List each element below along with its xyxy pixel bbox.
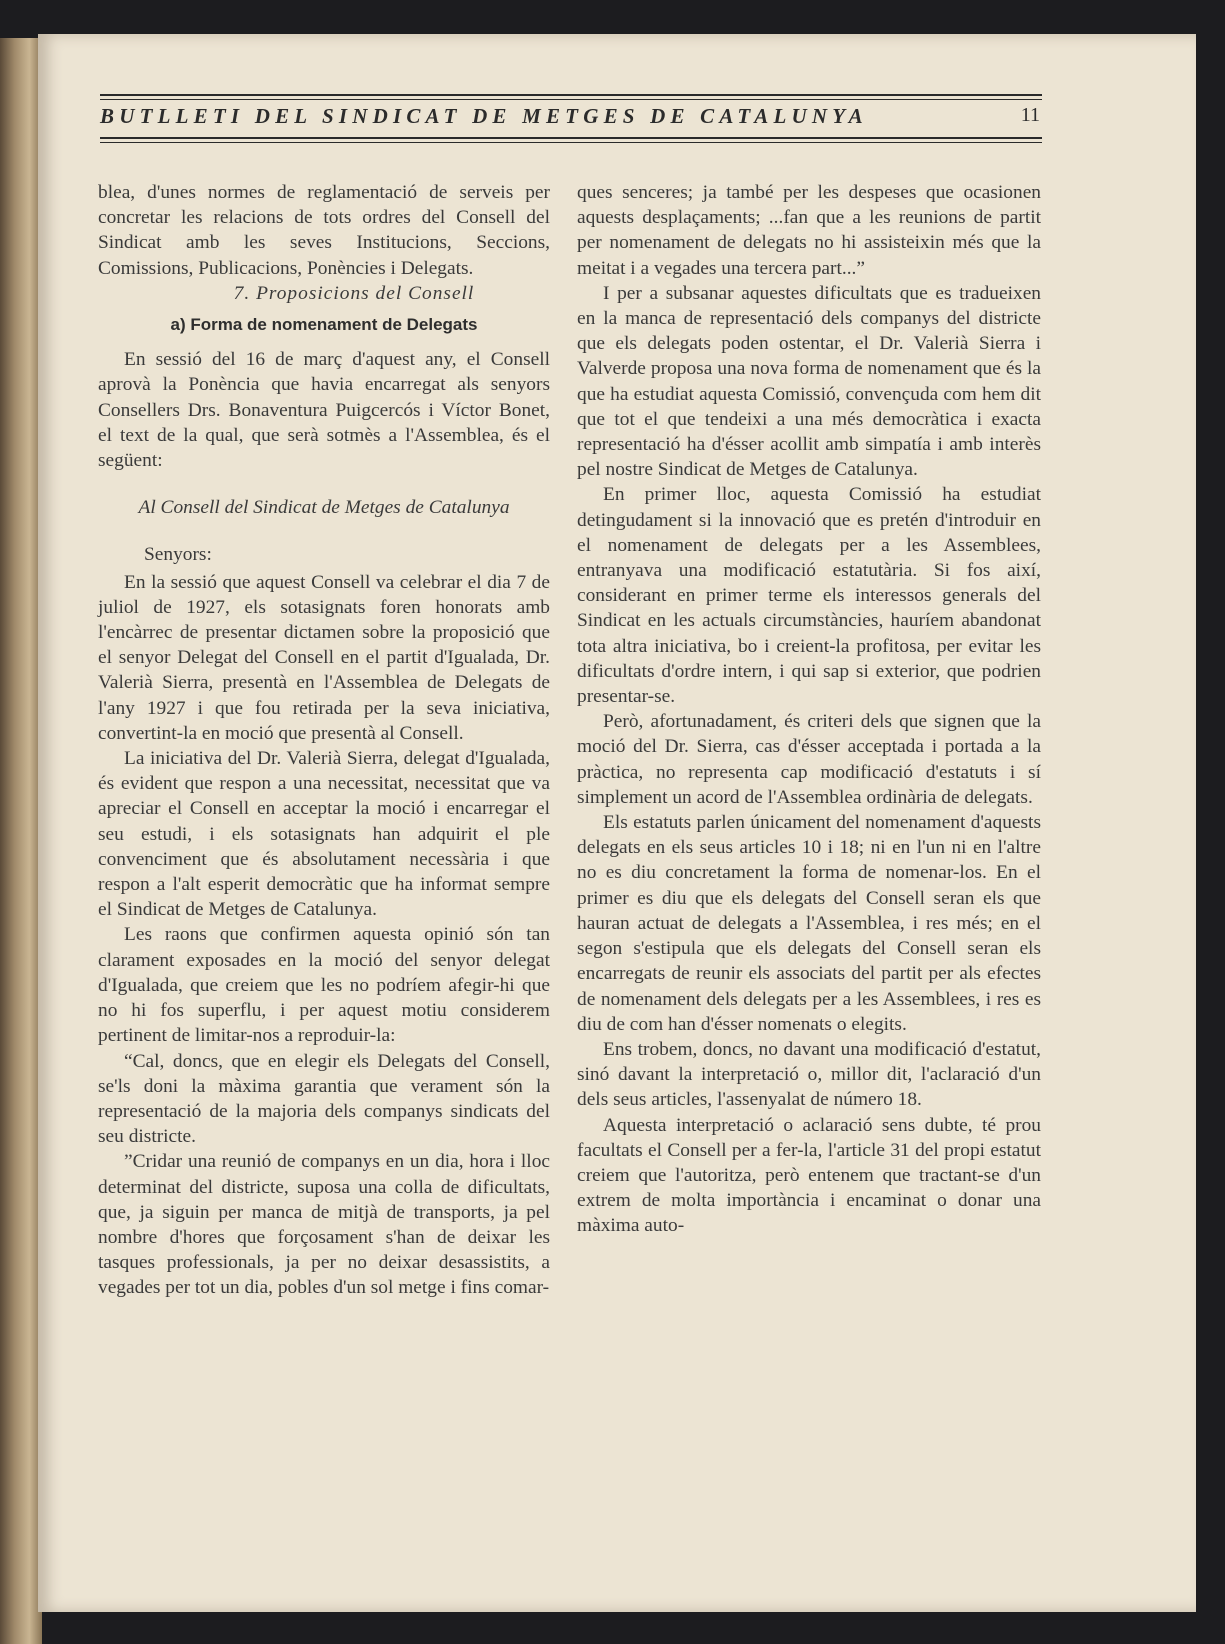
- paragraph: La iniciativa del Dr. Valerià Sierra, delegat d'Igualada, és evident que respon a una necessitat, necessitat que va apreciar el Consell en acceptar la moció i encarregar el seu estudi, i els sotasignats han adquirit el ple convenciment que és absolutament necessària i que respon a l'alt esperit democràtic que ha informat sempre el Sindicat de Metges de Catalunya.: [98, 748, 550, 921]
- paragraph: Els estatuts parlen únicament del nomenament d'aquests delegats en els seus articles 10 i 18; ni en l'un ni en l'altre no es diu concretament la forma de nomenar-los. En el primer es diu que els delegats del Consell seran els que hauran actuat de delegats a l'Assemblea, i res més; en el segon s'estipula que els delegats del Consell seran els encarregats de reunir els associats del partit per als efectes de nomenament dels delegats per a les Assemblees, i res es diu de com han d'ésser nomenats o elegits.: [577, 812, 1041, 1035]
- header-rule: [100, 137, 1042, 139]
- section-title: 7. Proposicions del Consell: [233, 282, 475, 304]
- journal-title: BUTLLETI DEL SINDICAT DE METGES DE CATALUNYA: [100, 104, 868, 128]
- subsection-title: a) Forma de nomenament de Delegats: [170, 315, 478, 335]
- book-spine-edge: [0, 38, 42, 1644]
- document-page: [38, 34, 1196, 1612]
- quoted-paragraph: ”Cridar una reunió de companys en un dia, hora i lloc determinat del districte, suposa una colla de dificultats, que, ja siguin per manca de mitjà de transports, ja pel nombre d'hores que forçosament s'han de deixar les tasques professionals, ja per no deixar desassistits, a vegades per tot un dia, pobles d'un sol metge i fins comar-: [98, 1151, 550, 1299]
- quoted-paragraph: ques senceres; ja també per les despeses que ocasionen aquests desplaçaments; ...fan que a les reunions de partit per nomenament de delegats no hi assisteixin més que la meitat i a vegades una tercera part...”: [577, 182, 1041, 279]
- right-column: [577, 180, 1041, 1239]
- paragraph: En la sessió que aquest Consell va celebrar el dia 7 de juliol de 1927, els sotasignats foren honorats amb l'encàrrec de presentar dictamen sobre la proposició que el senyor Delegat del Consell en el partit d'Igualada, Dr. Valerià Sierra, presentà en l'Assemblea de Delegats de l'any 1927 i que fou retirada per la seva iniciativa, convertint-la en moció que presentà al Consell.: [98, 571, 550, 744]
- salutation: Senyors:: [144, 544, 212, 566]
- page-number: 11: [1020, 104, 1040, 126]
- header-rule: [100, 94, 1042, 96]
- header-rule: [100, 99, 1042, 100]
- paragraph: blea, d'unes normes de reglamentació de serveis per concretar les relacions de tots ordres del Consell del Sindicat amb les seves Institucions, Seccions, Comissions, Publicacions, Ponències i Delegats.: [98, 182, 550, 279]
- paragraph: I per a subsanar aquestes dificultats que es tradueixen en la manca de representació dels companys del districte que els delegats poden ostentar, el Dr. Valerià Sierra i Valverde proposa una nova forma de nomenament que és la que ha estudiat aquesta Comissió, convençuda com hem dit que tot el que tendeixi a una més democràtica i exacta representació ha d'ésser acollit amb simpatía i amb interès pel nostre Sindicat de Metges de Catalunya.: [577, 282, 1041, 481]
- quoted-paragraph: “Cal, doncs, que en elegir els Delegats del Consell, se'ls doni la màxima garantia que verament són la representació de la majoria dels companys sindicats del seu districte.: [98, 1050, 550, 1148]
- running-header: [100, 94, 1042, 146]
- paragraph: En primer lloc, aquesta Comissió ha estudiat detingudament si la innovació que es pretén d'introduir en el nomenament de delegats per a les Assemblees, entranyava una modificació estatutària. Si fos així, considerant en primer terme els interessos generals del Sindicat en les actuals circumstàncies, hauríem abandonat tota altra iniciativa, bo i creient-la profitosa, per evitar les dificultats d'ordre intern, i qui sap si exterior, que podrien presentar-se.: [577, 484, 1041, 708]
- paragraph: Les raons que confirmen aquesta opinió són tan clarament exposades en la moció del senyor delegat d'Igualada, que creiem que les no podríem afegir-hi que no hi fos superflu, i per aquest motiu considerem pertinent de limitar-nos a reproduir-la:: [98, 924, 550, 1047]
- paragraph: En sessió del 16 de març d'aquest any, el Consell aprovà la Ponència que havia encarregat als senyors Consellers Drs. Bonaventura Puigcercós i Víctor Bonet, el text de la qual, que serà sotmès a l'Assemblea, és el següent:: [98, 349, 550, 472]
- letter-heading: Al Consell del Sindicat de Metges de Catalunya: [138, 497, 510, 519]
- left-column: [98, 180, 550, 1301]
- header-rule: [100, 142, 1042, 143]
- paragraph: Ens trobem, doncs, no davant una modificació d'estatut, sinó davant la interpretació o, millor dit, l'aclaració d'un dels seus articles, l'assenyalat de número 18.: [577, 1038, 1041, 1111]
- paragraph: Però, afortunadament, és criteri dels que signen que la moció del Dr. Sierra, cas d'ésser acceptada i portada a la pràctica, no representa cap modificació d'estatuts i sí simplement un acord de l'Assemblea ordinària de delegats.: [577, 711, 1041, 808]
- paragraph: Aquesta interpretació o aclaració sens dubte, té prou facultats el Consell per a fer-la, l'article 31 del propi estatut creiem que l'autoritza, però entenem que tractant-se d'un extrem de molta importància i encaminat o donar una màxima auto-: [577, 1114, 1041, 1237]
